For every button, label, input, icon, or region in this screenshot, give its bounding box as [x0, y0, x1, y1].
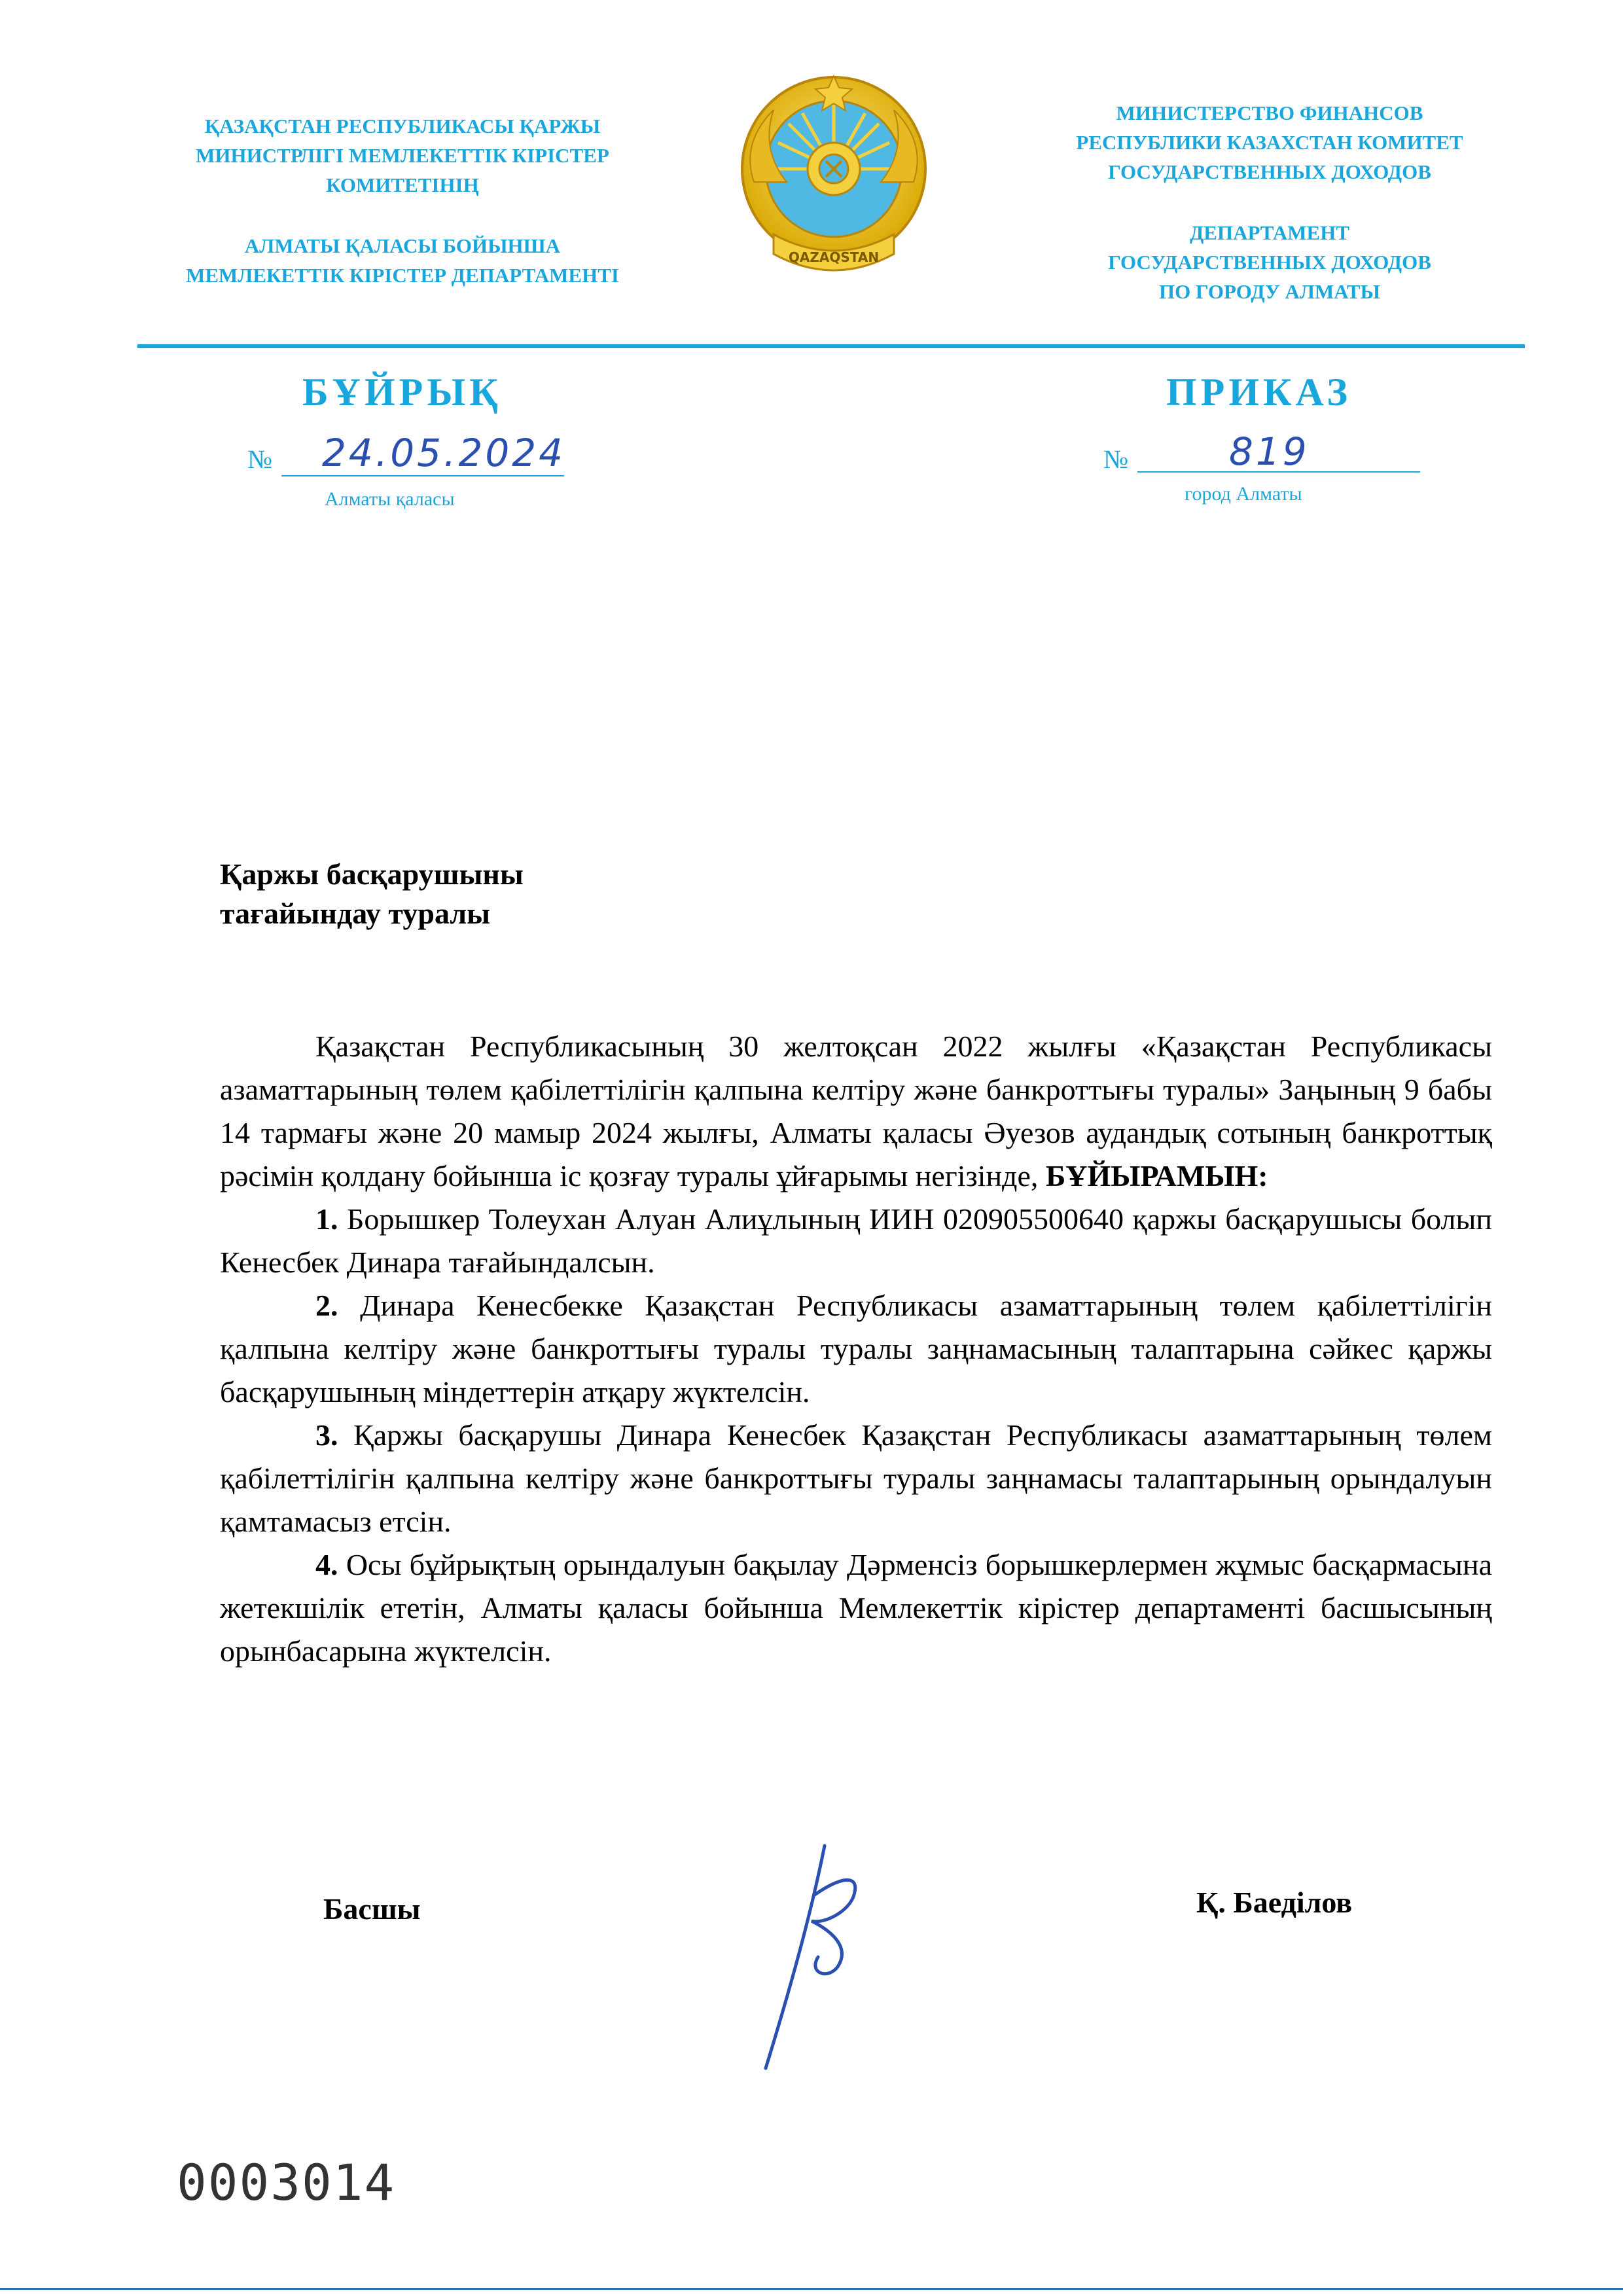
number-sign-kz: № [247, 444, 273, 474]
signatory-title: Басшы [323, 1892, 421, 1926]
header-left-line: КОМИТЕТІНІҢ [326, 173, 479, 196]
handwritten-signature-icon [746, 1833, 903, 2081]
header-left-organization [131, 111, 674, 290]
header-right-line: МИНИСТЕРСТВО ФИНАНСОВ [1116, 101, 1423, 124]
header-right-dept-line: ДЕПАРТАМЕНТ [1189, 221, 1350, 244]
subject-line: Қаржы басқарушыны [220, 857, 524, 891]
order-number-handwritten: 819 [1229, 429, 1310, 474]
command-word: БҰЙЫРАМЫН: [1045, 1159, 1268, 1193]
order-item [220, 1198, 1492, 1284]
preamble-paragraph [220, 1025, 1492, 1198]
header-right-dept-line: ГОСУДАРСТВЕННЫХ ДОХОДОВ [1108, 251, 1431, 274]
emblem-text: QAZAQSTAN [788, 249, 880, 265]
order-item [220, 1284, 1492, 1414]
header-right-line: РЕСПУБЛИКИ КАЗАХСТАН КОМИТЕТ [1076, 131, 1463, 154]
date-field-line [281, 475, 564, 476]
header-left-line: МИНИСТРЛІГІ МЕМЛЕКЕТТІК КІРІСТЕР [196, 144, 609, 167]
header-right-organization [1027, 98, 1512, 306]
order-date-handwritten: 24.05.2024 [322, 431, 566, 475]
header-right-dept-line: ПО ГОРОДУ АЛМАТЫ [1158, 280, 1381, 303]
item-number: 1. [315, 1202, 338, 1236]
state-emblem-icon [728, 71, 940, 287]
order-title-ru: ПРИКАЗ [1166, 370, 1352, 414]
header-left-dept-line: АЛМАТЫ ҚАЛАСЫ БОЙЫНША [244, 234, 561, 257]
header-right-line: ГОСУДАРСТВЕННЫХ ДОХОДОВ [1108, 160, 1431, 183]
number-sign-ru: № [1103, 444, 1129, 474]
order-item [220, 1414, 1492, 1543]
city-kz: Алматы қаласы [325, 488, 455, 510]
subject-line: тағайындау туралы [220, 897, 491, 930]
order-body [220, 1025, 1492, 1673]
page-bottom-edge [0, 2288, 1623, 2290]
header-divider [137, 344, 1525, 348]
preamble-text: Қазақстан Республикасының 30 желтоқсан 2022 жылғы «Қазақстан Республикасы азаматтарының төлем қабілеттілігін қалпына келтіру және банкроттығы туралы» Заңының 9 бабы 14 тармағы және 20 мамыр 2024 жылғы, Алматы қаласы Әуезов аудандық сотының банкроттық рәсімін қолдану бойынша іс қозғау туралы ұйғарымы негізінде, [220, 1030, 1492, 1193]
item-text: Қаржы басқарушы Динара Кенесбек Қазақстан Республикасы азаматтарының төлем қабілеттілігін қалпына келтіру және банкроттығы туралы заңнамасы талаптарының орындалуын қамтамасыз етсін. [220, 1418, 1493, 1538]
signatory-name: Қ. Баеділов [1196, 1886, 1353, 1919]
item-text: Осы бұйрықтың орындалуын бақылау Дәрменсіз борышкерлермен жұмыс басқармасына жетекшілік ететін, Алматы қаласы бойынша Мемлекеттік кірістер департаменті басшысының орынбасарына жүктелсін. [220, 1548, 1492, 1668]
order-subject [220, 855, 524, 933]
city-ru: город Алматы [1185, 483, 1302, 505]
document-serial-number: 0003014 [177, 2153, 396, 2212]
item-text: Динара Кенесбекке Қазақстан Республикасы азаматтарының төлем қабілеттілігін қалпына келтіру және банкроттығы туралы туралы заңнамасының талаптарына сәйкес қаржы басқарушының міндеттерін атқару жүктелсін. [220, 1289, 1493, 1408]
item-text: Борышкер Толеухан Алуан Алиұлының ИИН 020905500640 қаржы басқарушысы болып Кенесбек Динара тағайындалсын. [220, 1202, 1492, 1279]
header-left-line: ҚАЗАҚСТАН РЕСПУБЛИКАСЫ ҚАРЖЫ [204, 115, 601, 137]
header-left-dept-line: МЕМЛЕКЕТТІК КІРІСТЕР ДЕПАРТАМЕНТІ [186, 264, 619, 287]
order-item [220, 1543, 1492, 1673]
item-number: 2. [315, 1289, 338, 1322]
item-number: 3. [315, 1418, 338, 1452]
item-number: 4. [315, 1548, 338, 1581]
order-title-kz: БҰЙРЫҚ [302, 370, 502, 414]
